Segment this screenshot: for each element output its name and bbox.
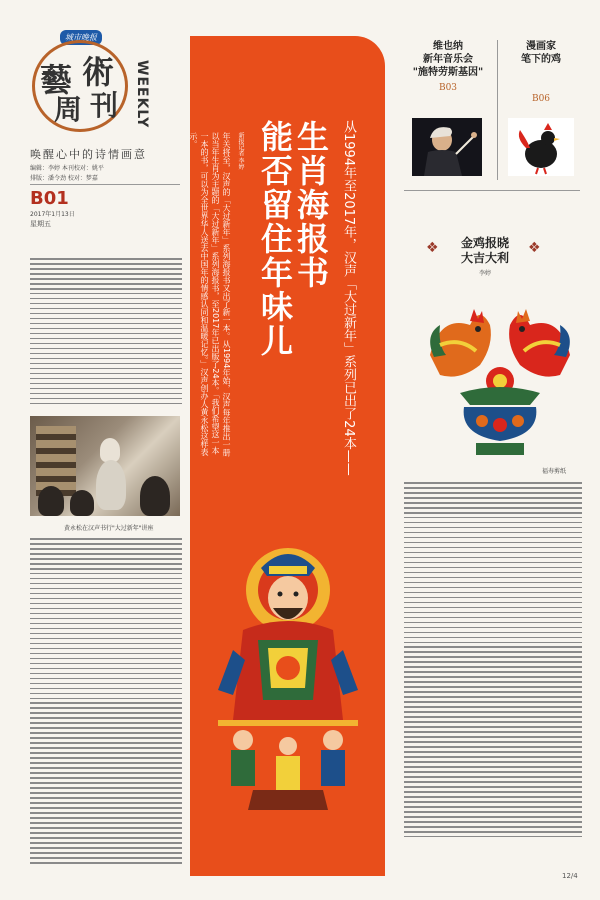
- page-number: B01: [30, 188, 69, 209]
- masthead-logo: [22, 30, 157, 138]
- promo-cartoon-title-1: 漫画家: [526, 41, 556, 52]
- section-byline: 李婷: [478, 270, 491, 277]
- masthead-char-2: 術: [82, 53, 115, 91]
- headline-line-2: 能否留住年味儿: [256, 120, 294, 358]
- promo-cartoon-page: B06: [531, 94, 551, 104]
- lecture-photo: [30, 416, 180, 516]
- promo-concert-title-1: 维也纳: [433, 41, 463, 52]
- masthead-char-4: 刊: [90, 89, 119, 122]
- promo-concert-page: B03: [438, 83, 458, 93]
- rooster-papercut: [420, 285, 580, 463]
- masthead-char-1: 藝: [40, 61, 73, 99]
- papercut-caption: 福寿剪纸: [542, 468, 567, 475]
- promo-divider: [497, 40, 498, 180]
- article-body-left-2: [30, 538, 182, 870]
- section-title: [455, 236, 515, 266]
- headline-byline: 新报记者 李婷: [237, 132, 244, 170]
- promo-cartoon[interactable]: [506, 40, 576, 104]
- article-body-right: [404, 482, 582, 842]
- section-title-line-1: 金鸡报晓: [460, 236, 509, 250]
- rooster-cartoon: [508, 118, 574, 176]
- editor-credits: [30, 164, 104, 184]
- promo-concert-title-2: 新年音乐会: [423, 54, 473, 65]
- divider: [30, 184, 180, 185]
- promo-cartoon-title-2: 笔下的鸡: [521, 54, 561, 65]
- ornament-right-icon: ❖: [528, 240, 541, 256]
- tagline: 唤醒心中的诗情画意: [30, 148, 147, 161]
- issue-weekday: 星期五: [30, 220, 51, 228]
- section-title-line-2: 大吉大利: [460, 251, 509, 265]
- photo-caption: 黄永松在汉声书行"大过新年"讲座: [64, 525, 154, 532]
- headline-line-1: 生肖海报书: [292, 120, 330, 290]
- ornament-left-icon: ❖: [426, 240, 439, 256]
- article-body-left-1: [30, 258, 182, 408]
- masthead-char-3: 周: [54, 93, 83, 126]
- door-god-poster: [213, 520, 363, 810]
- section-divider: [404, 190, 580, 191]
- editor-line: 排版：潘令劲 校对：梦嘉: [30, 175, 98, 182]
- newspaper-badge: 城市晚报: [60, 30, 102, 45]
- promo-concert[interactable]: [404, 40, 492, 93]
- issue-date: 2017年1月13日: [30, 211, 75, 218]
- page-footer-mark: 12/4: [562, 872, 578, 880]
- headline-subtitle: 从1994年至2017年，汉声「大过新年」系列已出了24本——: [341, 120, 356, 476]
- conductor-photo: [412, 118, 482, 176]
- headline-lead: 年关将至，汉声的「大过新年」系列海报书又出了新一本。从1994年始，汉声每年推出一册以当年生肖为主题的「大过新年」系列海报书，至2017年已出版了24本。「我们希望这一本一本的书，可以为全世界华人送去中国年的情感认同和温暖记忆。」汉声创办人黄永松这样表示。: [189, 132, 231, 457]
- promo-concert-title-3: "施特劳斯基因": [412, 67, 484, 78]
- weekly-label: WEEKLY: [134, 60, 150, 129]
- editor-line: 编辑：李婷 本刊校对：姚平: [30, 165, 104, 172]
